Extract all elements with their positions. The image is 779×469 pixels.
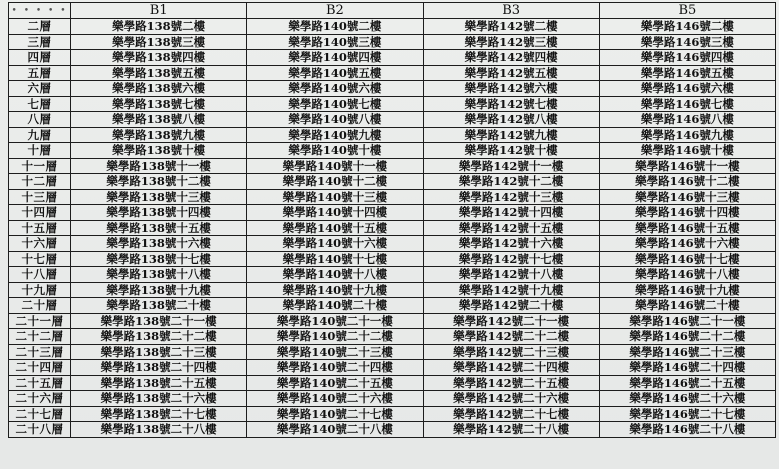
address-cell: 樂學路138號三樓 [71, 34, 247, 50]
table-row [9, 344, 776, 360]
address-cell: 樂學路138號十樓 [71, 143, 247, 159]
address-cell: 樂學路142號二十樓 [423, 298, 599, 314]
address-cell: 樂學路142號二十一樓 [423, 313, 599, 329]
address-cell: 樂學路140號二十六樓 [247, 391, 423, 407]
floor-label: 八層 [9, 112, 71, 128]
table-row [9, 34, 776, 50]
address-cell: 樂學路138號二十四樓 [71, 360, 247, 376]
address-cell: 樂學路138號八樓 [71, 112, 247, 128]
address-cell: 樂學路146號十一樓 [599, 158, 775, 174]
address-cell: 樂學路138號十五樓 [71, 220, 247, 236]
address-cell: 樂學路140號二十三樓 [247, 344, 423, 360]
floor-label: 十六層 [9, 236, 71, 252]
address-cell: 樂學路138號十一樓 [71, 158, 247, 174]
table-row [9, 298, 776, 314]
header-row [9, 3, 776, 19]
address-cell: 樂學路146號十九樓 [599, 282, 775, 298]
address-cell: 樂學路140號十樓 [247, 143, 423, 159]
address-cell: 樂學路142號三樓 [423, 34, 599, 50]
table-row [9, 96, 776, 112]
address-cell: 樂學路142號十三樓 [423, 189, 599, 205]
address-cell: 樂學路146號六樓 [599, 81, 775, 97]
address-cell: 樂學路146號十二樓 [599, 174, 775, 190]
table-row [9, 375, 776, 391]
address-cell: 樂學路142號六樓 [423, 81, 599, 97]
address-cell: 樂學路142號十七樓 [423, 251, 599, 267]
address-cell: 樂學路142號二十四樓 [423, 360, 599, 376]
address-cell: 樂學路146號十四樓 [599, 205, 775, 221]
column-header-b5: B5 [599, 3, 775, 19]
floor-label: 三層 [9, 34, 71, 50]
floor-label: 二十八層 [9, 422, 71, 438]
floor-label: 二十六層 [9, 391, 71, 407]
address-cell: 樂學路146號十六樓 [599, 236, 775, 252]
table-row [9, 65, 776, 81]
address-cell: 樂學路146號二十六樓 [599, 391, 775, 407]
address-cell: 樂學路142號五樓 [423, 65, 599, 81]
address-cell: 樂學路140號二十一樓 [247, 313, 423, 329]
address-cell: 樂學路142號二十二樓 [423, 329, 599, 345]
floor-label: 十二層 [9, 174, 71, 190]
address-table [8, 2, 776, 438]
floor-label: 二層 [9, 19, 71, 35]
floor-label: 四層 [9, 50, 71, 66]
address-cell: 樂學路138號二十六樓 [71, 391, 247, 407]
address-cell: 樂學路142號十九樓 [423, 282, 599, 298]
address-cell: 樂學路138號四樓 [71, 50, 247, 66]
floor-label: 二十一層 [9, 313, 71, 329]
address-cell: 樂學路140號十二樓 [247, 174, 423, 190]
table-row [9, 236, 776, 252]
table-row [9, 143, 776, 159]
address-cell: 樂學路138號二十二樓 [71, 329, 247, 345]
address-cell: 樂學路142號十二樓 [423, 174, 599, 190]
column-header-b1: B1 [71, 3, 247, 19]
floor-label: 二十二層 [9, 329, 71, 345]
address-cell: 樂學路140號二十五樓 [247, 375, 423, 391]
address-cell: 樂學路138號六樓 [71, 81, 247, 97]
address-cell: 樂學路138號二樓 [71, 19, 247, 35]
floor-label: 十三層 [9, 189, 71, 205]
address-cell: 樂學路138號九樓 [71, 127, 247, 143]
address-cell: 樂學路142號二十六樓 [423, 391, 599, 407]
address-cell: 樂學路138號十七樓 [71, 251, 247, 267]
floor-label: 十層 [9, 143, 71, 159]
address-cell: 樂學路138號十九樓 [71, 282, 247, 298]
address-cell: 樂學路142號二十五樓 [423, 375, 599, 391]
column-header-b3: B3 [423, 3, 599, 19]
table-row [9, 112, 776, 128]
address-cell: 樂學路138號二十七樓 [71, 406, 247, 422]
address-cell: 樂學路142號四樓 [423, 50, 599, 66]
address-cell: 樂學路140號十九樓 [247, 282, 423, 298]
table-row [9, 127, 776, 143]
address-cell: 樂學路146號五樓 [599, 65, 775, 81]
address-cell: 樂學路146號二十四樓 [599, 360, 775, 376]
table-row [9, 81, 776, 97]
floor-label: 二十五層 [9, 375, 71, 391]
address-cell: 樂學路146號三樓 [599, 34, 775, 50]
floor-label: 七層 [9, 96, 71, 112]
address-cell: 樂學路140號二十四樓 [247, 360, 423, 376]
table-row [9, 313, 776, 329]
table-body [9, 19, 776, 438]
address-cell: 樂學路142號二十三樓 [423, 344, 599, 360]
address-cell: 樂學路138號二十八樓 [71, 422, 247, 438]
address-cell: 樂學路138號二十一樓 [71, 313, 247, 329]
address-cell: 樂學路142號二樓 [423, 19, 599, 35]
address-cell: 樂學路146號二十三樓 [599, 344, 775, 360]
address-cell: 樂學路146號二十五樓 [599, 375, 775, 391]
table-row [9, 391, 776, 407]
address-cell: 樂學路140號十七樓 [247, 251, 423, 267]
address-cell: 樂學路140號四樓 [247, 50, 423, 66]
address-cell: 樂學路146號七樓 [599, 96, 775, 112]
address-cell: 樂學路140號九樓 [247, 127, 423, 143]
table-row [9, 360, 776, 376]
floor-label: 二十三層 [9, 344, 71, 360]
floor-label: 二十層 [9, 298, 71, 314]
table-row [9, 329, 776, 345]
floor-label: 十一層 [9, 158, 71, 174]
address-cell: 樂學路146號二十二樓 [599, 329, 775, 345]
table-row [9, 267, 776, 283]
address-cell: 樂學路142號二十八樓 [423, 422, 599, 438]
address-cell: 樂學路140號二十樓 [247, 298, 423, 314]
floor-label: 六層 [9, 81, 71, 97]
address-cell: 樂學路140號六樓 [247, 81, 423, 97]
address-cell: 樂學路146號十樓 [599, 143, 775, 159]
table-row [9, 19, 776, 35]
table-row [9, 158, 776, 174]
table-row [9, 50, 776, 66]
floor-label: 十五層 [9, 220, 71, 236]
table-row [9, 205, 776, 221]
floor-label: 二十四層 [9, 360, 71, 376]
address-cell: 樂學路142號十四樓 [423, 205, 599, 221]
table-row [9, 282, 776, 298]
address-cell: 樂學路140號十三樓 [247, 189, 423, 205]
address-cell: 樂學路138號五樓 [71, 65, 247, 81]
address-cell: 樂學路146號二十一樓 [599, 313, 775, 329]
address-cell: 樂學路142號十八樓 [423, 267, 599, 283]
table-row [9, 189, 776, 205]
floor-label: 十八層 [9, 267, 71, 283]
address-cell: 樂學路140號十八樓 [247, 267, 423, 283]
address-cell: 樂學路138號二十三樓 [71, 344, 247, 360]
address-cell: 樂學路140號三樓 [247, 34, 423, 50]
address-cell: 樂學路146號四樓 [599, 50, 775, 66]
floor-label: 二十七層 [9, 406, 71, 422]
address-cell: 樂學路138號十二樓 [71, 174, 247, 190]
floor-label: 五層 [9, 65, 71, 81]
address-cell: 樂學路138號十三樓 [71, 189, 247, 205]
address-cell: 樂學路146號二十八樓 [599, 422, 775, 438]
address-cell: 樂學路146號九樓 [599, 127, 775, 143]
corner-dots: • • • • • [11, 6, 68, 16]
address-cell: 樂學路146號二十七樓 [599, 406, 775, 422]
table-row [9, 174, 776, 190]
address-cell: 樂學路140號十六樓 [247, 236, 423, 252]
address-cell: 樂學路138號十六樓 [71, 236, 247, 252]
address-cell: 樂學路138號二十樓 [71, 298, 247, 314]
address-cell: 樂學路142號九樓 [423, 127, 599, 143]
address-cell: 樂學路138號十八樓 [71, 267, 247, 283]
table-row [9, 251, 776, 267]
floor-label: 九層 [9, 127, 71, 143]
address-cell: 樂學路146號二十樓 [599, 298, 775, 314]
address-cell: 樂學路142號八樓 [423, 112, 599, 128]
address-cell: 樂學路140號十五樓 [247, 220, 423, 236]
address-cell: 樂學路140號十四樓 [247, 205, 423, 221]
table-row [9, 220, 776, 236]
table-row [9, 422, 776, 438]
address-cell: 樂學路140號二樓 [247, 19, 423, 35]
address-cell: 樂學路140號二十二樓 [247, 329, 423, 345]
address-cell: 樂學路140號五樓 [247, 65, 423, 81]
address-cell: 樂學路140號八樓 [247, 112, 423, 128]
address-cell: 樂學路142號七樓 [423, 96, 599, 112]
address-cell: 樂學路146號八樓 [599, 112, 775, 128]
address-cell: 樂學路142號十六樓 [423, 236, 599, 252]
address-cell: 樂學路142號十樓 [423, 143, 599, 159]
floor-label: 十九層 [9, 282, 71, 298]
table-row [9, 406, 776, 422]
floor-label: 十七層 [9, 251, 71, 267]
address-cell: 樂學路146號十五樓 [599, 220, 775, 236]
address-cell: 樂學路142號十五樓 [423, 220, 599, 236]
address-cell: 樂學路140號十一樓 [247, 158, 423, 174]
address-cell: 樂學路140號七樓 [247, 96, 423, 112]
floor-label: 十四層 [9, 205, 71, 221]
address-cell: 樂學路138號七樓 [71, 96, 247, 112]
address-cell: 樂學路146號十七樓 [599, 251, 775, 267]
address-cell: 樂學路138號二十五樓 [71, 375, 247, 391]
address-cell: 樂學路146號十八樓 [599, 267, 775, 283]
column-header-b2: B2 [247, 3, 423, 19]
header-corner [9, 3, 71, 19]
address-cell: 樂學路142號十一樓 [423, 158, 599, 174]
address-cell: 樂學路146號十三樓 [599, 189, 775, 205]
address-cell: 樂學路138號十四樓 [71, 205, 247, 221]
address-cell: 樂學路140號二十八樓 [247, 422, 423, 438]
address-cell: 樂學路146號二樓 [599, 19, 775, 35]
address-cell: 樂學路142號二十七樓 [423, 406, 599, 422]
address-cell: 樂學路140號二十七樓 [247, 406, 423, 422]
